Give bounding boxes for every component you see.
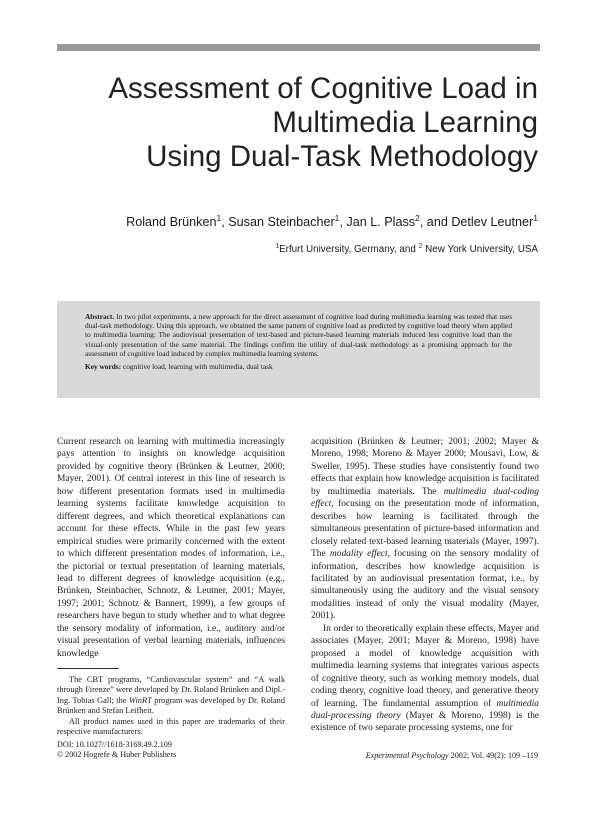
- author-name: , Susan Steinbacher: [221, 215, 335, 229]
- body-emphasis: multimedia dual-coding effect: [311, 486, 539, 510]
- title-line-2: Multimedia Learning: [272, 106, 538, 139]
- body-emphasis: modality effect: [329, 549, 388, 560]
- body-paragraph: [311, 436, 539, 623]
- body-column-left: [57, 436, 285, 660]
- body-text: , focusing on the presentation mode of information, describes how learning is facilitated through the simultaneous presentation of picture-based information and closely related text-based learning materials (Mayer, 1997). The: [311, 499, 539, 560]
- paper-title: [68, 72, 538, 174]
- body-text: acquisition (Brünken & Leutner; 2001; 2002; Mayer & Moreno, 1998; Moreno & Mayer 2000; Mousavi, Low, & Sweller, 1995). These studies have consistently found two effects that explain how knowledge acquisition is facilitated by multimedia materials. The: [311, 437, 539, 497]
- copyright: © 2002 Hogrefe & Huber Publishers: [57, 750, 177, 760]
- body-paragraph: Current research on learning with multimedia increasingly pays attention to insights on knowledge acquisition provided by cognitive theory (Brünken & Leutner, 2000; Mayer, 2001). Of central interest in this line of research is how different presentation formats used in multimedia learning systems facilitate knowledge acquisition to different degrees, and which theoretical explanations can account for these effects. While in the past few years empirical studies were primarily concerned with the extent to which different presentation modes of information, i.e., the pictorial or textual presentation of learning materials, lead to different degrees of knowledge acquisition (e.g., Brünken, Steinbacher, Schnotz, & Leutner, 2001; Mayer, 1997; 2001; Schnotz & Bannert, 1999), a few groups of researchers have begun to study whether and to what degree the sensory modality of information, i.e., auditory and/or visual presentation of verbal learning materials, influences knowledge: [57, 437, 285, 659]
- keywords-label: Key words:: [85, 362, 122, 372]
- body-emphasis: multimedia dual-processing theory: [311, 698, 539, 721]
- author-affiliation-mark: 2: [415, 212, 420, 223]
- body-text: (Mayer & Moreno, 1998) is the existence of two separate processing systems, one for: [311, 710, 539, 734]
- author-affiliation-mark: 1: [533, 212, 538, 223]
- author-affiliation-mark: 1: [334, 212, 340, 223]
- journal-citation: [366, 751, 538, 761]
- journal-volume: 2002; Vol. 49(2): 109 –119: [448, 751, 538, 760]
- title-line-3: Using Dual-Task Methodology: [146, 140, 538, 173]
- affiliation-text: New York University, USA: [422, 244, 538, 255]
- affiliation-mark: 2: [418, 242, 423, 250]
- body-text: , focusing on the sensory modality of information, describes how knowledge acquisition is facilitated by an audiovisual presentation format, i.e., by simultaneously using the auditory and the visual sensory modalities instead of only the visual modality (Mayer, 2001).: [311, 549, 539, 622]
- abstract-text: In two pilot experiments, a new approach for the direct assessment of cognitive load during multimedia learning was tested that uses dual-task methodology. Using this approach, we obtained the same pattern of cognitive load as predicted by cognitive load theory when applied to multimedia learning: The audiovisual presentation of text-based and picture-based learning materials induced less cognitive load than the visual-only presentation of the same material. The findings confirm the utility of dual-task methodology as a promising approach for the assessment of cognitive load induced by complex multimedia learning systems.: [85, 312, 512, 358]
- author-name: , and Detlev Leutner: [419, 215, 534, 229]
- footnote-text: The CBT programs, “Cardiovascular system” and “A walk through Firenze” were developed by Dr. Roland Brünken and Dipl.-Ing. Tobias Gall; the: [57, 675, 285, 705]
- author-name: , Jan L. Plass: [339, 215, 416, 229]
- footnote-text: program was developed by Dr. Roland Brünken and Stefan Leifheit.: [57, 695, 286, 716]
- affiliation-text: Erfurt University, Germany, and: [279, 244, 419, 255]
- header-rule: [57, 44, 540, 51]
- body-paragraph: [311, 623, 539, 735]
- body-text: In order to theoretically explain these effects, Mayer and associates (Mayer, 2001; Mayer & Moreno, 1998) have proposed a model of knowledge acquisition with multimedia learning systems that integrates various aspects of cognitive theory, such as working memory models, dual coding theory, cognitive load theory, and generative theory of learning. The fundamental assumption of: [311, 623, 539, 709]
- abstract-paragraph: [85, 312, 512, 358]
- doi-block: [57, 740, 176, 761]
- doi: DOI: 10.1027//1618-3169.49.2.109: [57, 740, 172, 749]
- footnote-emphasis: WinRT: [129, 695, 152, 705]
- keywords-paragraph: [85, 362, 512, 371]
- affiliation-mark: 1: [275, 242, 280, 250]
- keywords-text: cognitive load, learning with multimedia, dual task: [121, 362, 273, 372]
- footnote-paragraph: [57, 675, 285, 717]
- footnote: [57, 675, 285, 737]
- abstract-box: [57, 301, 540, 398]
- footnote-rule: [57, 668, 119, 669]
- journal-name: Experimental Psychology: [365, 751, 449, 760]
- author-list: [68, 212, 538, 229]
- affiliations: [68, 244, 538, 255]
- author-name: Roland Brünken: [126, 215, 217, 229]
- abstract-label: Abstract.: [85, 312, 115, 321]
- footnote-paragraph: All product names used in this paper are trademarks of their respective manufacturers.: [57, 716, 285, 737]
- body-column-right: [311, 436, 539, 735]
- title-line-1: Assessment of Cognitive Load in: [108, 72, 538, 105]
- author-affiliation-mark: 1: [216, 212, 222, 223]
